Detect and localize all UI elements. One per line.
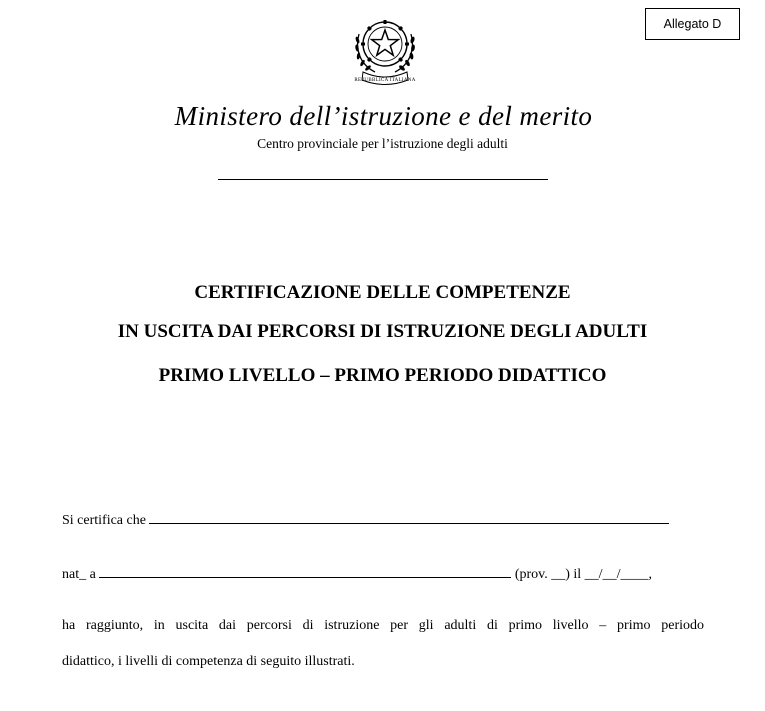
paragraph-line-1: ha raggiunto, in uscita dai percorsi di istruzione per gli adulti di primo livello – primo periodo — [62, 618, 704, 633]
emblem-ribbon-text: REPUBBLICA ITALIANA — [354, 78, 416, 83]
centro-provinciale: Centro provinciale per l’istruzione degli adulti — [257, 136, 508, 151]
title-line-1: CERTIFICAZIONE DELLE COMPETENZE — [194, 282, 571, 303]
allegato-label: Allegato D — [645, 8, 740, 40]
title-line-3: PRIMO LIVELLO – PRIMO PERIODO DIDATTICO — [158, 365, 607, 386]
ministry-name-text: Ministero dell’istruzione e del merito — [174, 101, 593, 131]
name-blank-field[interactable] — [149, 510, 669, 524]
province-date-label: (prov. __) il __/__/____, — [514, 567, 652, 582]
italian-republic-emblem — [345, 8, 425, 88]
emblem-icon — [345, 8, 425, 88]
title-line-2: IN USCITA DAI PERCORSI DI ISTRUZIONE DEGLI ADULTI — [117, 321, 648, 342]
header-divider — [218, 179, 548, 180]
certify-line — [62, 510, 669, 530]
birth-line — [62, 564, 652, 584]
certify-label: Si certifica che — [62, 513, 146, 528]
paragraph-line-2: didattico, i livelli di competenza di seguito illustrati. — [62, 654, 355, 669]
birthplace-blank-field[interactable] — [99, 564, 511, 578]
ministry-name — [0, 100, 765, 132]
born-label: nat_ a — [62, 567, 96, 582]
